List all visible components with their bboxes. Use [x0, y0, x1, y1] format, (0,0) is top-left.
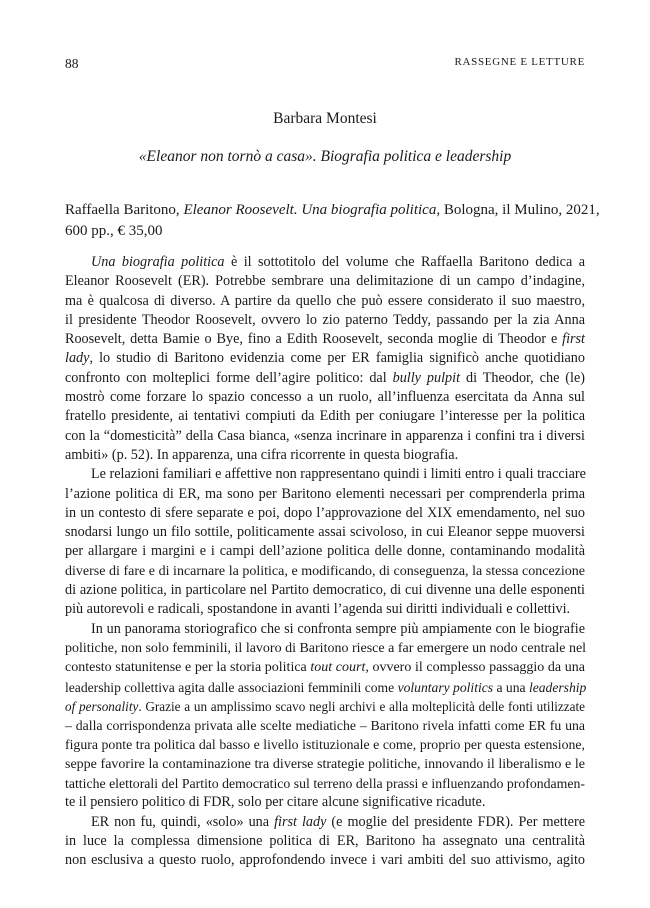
text-line: più autorevoli e radicali, spostandone in avanti l’agenda sui diritti individuali e collettivi.	[65, 601, 571, 618]
page-number: 88	[65, 56, 79, 71]
text-run: (e moglie del presidente FDR). Per mettere	[326, 813, 585, 830]
citation-author: Raffaella Baritono,	[65, 202, 184, 218]
text-line: politiche, non solo femminili, il lavoro di Baritono riesce a far emergere un nodo centrale nel	[65, 640, 587, 656]
text-line: di azione politica, in particolare nel Partito democratico, di cui divenne una delle esponenti	[65, 582, 585, 599]
text-run: , lo studio di Baritono evidenzia come per ER famiglia significò anche quotidiano	[89, 350, 585, 367]
citation-line	[65, 200, 600, 221]
text-line: ambiti» (p. 52). In apparenza, una cifra ricorrente in questa biografia.	[65, 446, 459, 463]
italic-text: Una biografia politica	[91, 254, 225, 270]
text-line: Eleanor Roosevelt (ER). Potrebbe sembrare una delimitazione di un campo d’indagine,	[65, 273, 585, 290]
text-line: in luce la complessa dimensione politica di ER, Baritono ha assegnato una centralità	[65, 832, 585, 849]
text-line: In un panorama storiografico che si confronta sempre più ampiamente con le biografie	[91, 620, 585, 637]
text-line	[65, 813, 585, 832]
review-author: Barbara Montesi	[273, 110, 377, 127]
text-run: di Theodor, che (le)	[460, 369, 585, 386]
text-line: ma è qualcosa di diverso. A partire da quello che può essere considerato il suo maestro,	[65, 292, 585, 309]
text-line: Le relazioni familiari e affettive non rappresentano quindi i limiti entro i quali tracciare	[91, 466, 586, 483]
text-run: confronto con molteplici forme dell’agire politico: dal	[65, 369, 393, 386]
text-line	[65, 658, 585, 677]
text-line	[65, 678, 585, 697]
text-run: a una	[493, 679, 529, 695]
text-run: contesto statunitense e per la storia politica	[65, 660, 311, 676]
text-line: te il pensiero politico di FDR, solo per citare alcune significative ricadute.	[65, 794, 486, 811]
text-line	[65, 253, 585, 272]
review-title: «Eleanor non tornò a casa». Biografia politica e leadership	[138, 148, 512, 165]
italic-text: of personality	[65, 698, 139, 714]
text-run: . Grazie a un amplissimo scavo negli archivi e alla molteplicità delle fonti utilizzate	[138, 698, 585, 714]
text-line: snodarsi lungo un filo sottile, politicamente assai scivoloso, in cui Eleanor seppe muoversi	[65, 524, 585, 541]
text-line: il presidente Theodor Roosevelt, ovvero lo zio paterno Teddy, passando per la zia Anna	[65, 311, 585, 328]
italic-text: first	[562, 331, 585, 348]
italic-text: first lady	[274, 813, 327, 830]
italic-text: bully pulpit	[392, 369, 461, 386]
text-line: – dalla corrispondenza privata alle scelte mediatiche – Baritono rivela infatti come ER fu una	[65, 718, 585, 734]
italic-text: lady	[65, 350, 90, 367]
citation-pages-price: 600 pp., € 35,00	[65, 222, 163, 239]
italic-text: leadership	[528, 679, 587, 695]
body-text	[65, 253, 585, 871]
text-line	[65, 369, 585, 388]
citation-book-title: Eleanor Roosevelt. Una biografia politica	[183, 202, 437, 218]
text-line: in un contesto di sfere separate e poi, dopo l’approvazione del XIX emendamento, nel suo	[65, 504, 585, 521]
italic-text: voluntary politics	[397, 679, 494, 695]
text-line: seppe favorire la contaminazione tra diverse strategie politiche, innovando il liberalismo e le	[65, 756, 585, 772]
text-line	[65, 697, 585, 716]
book-citation	[65, 200, 600, 241]
text-line: non esclusiva a questo ruolo, approfondendo invece i vari ambiti del suo attivismo, agito	[65, 852, 585, 869]
text-line: tattiche elettorali del Partito democratico sul terreno della prassi e influenzando profondamen-	[65, 776, 585, 792]
text-line: per allargare i margini e i campi dell’azione politica delle donne, contaminando modalità	[65, 543, 585, 560]
text-run: ovvero il complesso passaggio da una	[368, 660, 585, 676]
text-run: leadership collettiva agita dalle associazioni femminili come	[65, 679, 398, 695]
italic-text: tout court,	[310, 660, 369, 676]
text-run: ER non fu, quindi, «solo» una	[91, 813, 275, 830]
text-run: Roosevelt, detta Bamie o Bye, fino a Edith Roosevelt, seconda moglie di Theodor e	[65, 331, 563, 348]
text-line: diverse di fare e di incarnare la politica, e modificando, di conseguenza, la stessa concezione	[65, 563, 585, 579]
text-line: fratello presidente, ai tentativi compiuti da Edith per coniugare l’interesse per la politica	[65, 408, 585, 425]
text-run: è il sottotitolo del volume che Raffaella Baritono dedica a	[224, 254, 586, 270]
text-line	[65, 330, 585, 349]
text-line: mostrò come forzare lo spazio concesso a un ruolo, all’influenza esercitata da Anna sul	[65, 389, 585, 406]
citation-publisher: , Bologna, il Mulino, 2021,	[436, 202, 600, 218]
text-line: figura ponte tra politica dal basso e livello istituzionale e come, proprio per questa estensione,	[65, 737, 585, 753]
section-name: RASSEGNE E LETTURE	[454, 56, 585, 68]
text-line: con la “domesticità” della Casa bianca, «senza incrinare in apparenza i confini tra i diversi	[65, 427, 585, 444]
running-head	[65, 56, 585, 72]
text-line: l’azione politica di ER, ma sono per Baritono elementi necessari per comprenderla prima	[65, 485, 585, 502]
text-line	[65, 349, 585, 368]
